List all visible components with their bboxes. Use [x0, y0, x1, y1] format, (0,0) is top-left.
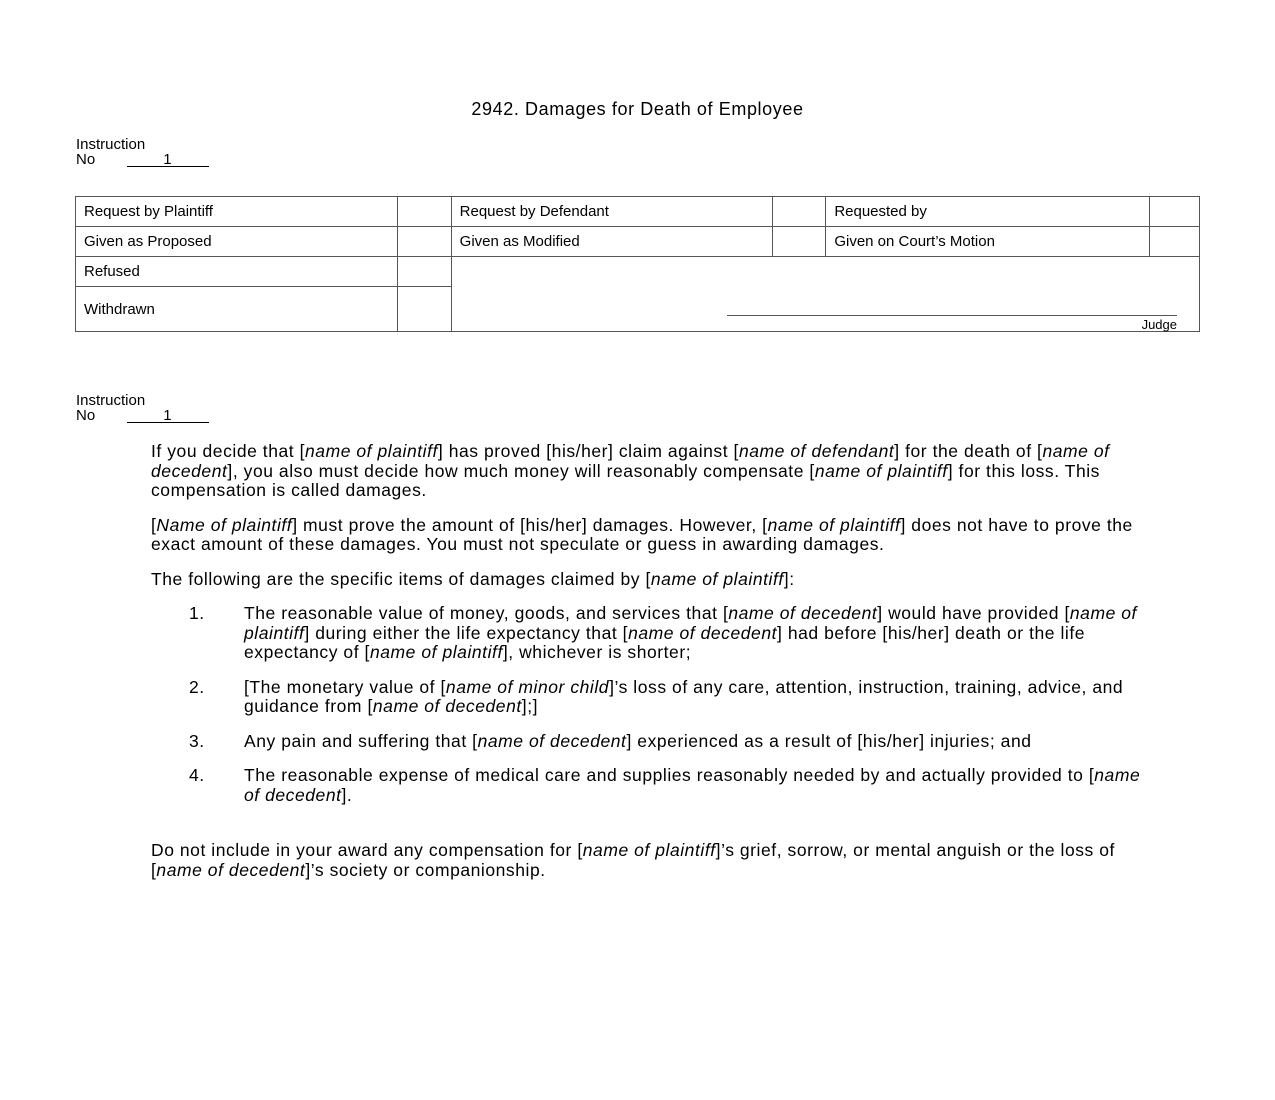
given-as-modified-checkbox[interactable]	[773, 227, 826, 257]
list-item-text: Any pain and suffering that [name of decedent] experienced as a result of [his/her] injuries; and	[244, 730, 1032, 751]
list-item-text: [The monetary value of [name of minor child]’s loss of any care, attention, instruction, training, advice, and guidance from [name of decedent];]	[244, 676, 1124, 716]
instruction-number-block-2	[76, 393, 209, 423]
given-as-modified-label: Given as Modified	[451, 227, 773, 257]
list-item	[151, 678, 1141, 717]
list-item-number: 3.	[189, 730, 205, 751]
list-item	[151, 766, 1141, 805]
withdrawn-label: Withdrawn	[76, 287, 398, 332]
damages-items-list	[151, 604, 1141, 805]
request-status-table	[75, 196, 1200, 332]
list-item-number: 1.	[189, 603, 205, 623]
list-item-text: The reasonable expense of medical care and supplies reasonably needed by and actually provided to [name of decedent].	[244, 765, 1141, 805]
given-on-courts-motion-checkbox[interactable]	[1150, 227, 1200, 257]
withdrawn-checkbox[interactable]	[397, 287, 451, 332]
request-by-defendant-checkbox[interactable]	[773, 197, 826, 227]
list-item	[151, 604, 1141, 663]
list-item	[151, 732, 1141, 752]
page-title: 2942. Damages for Death of Employee	[471, 99, 804, 119]
request-by-defendant-label: Request by Defendant	[451, 197, 773, 227]
instruction-body	[151, 442, 1141, 895]
instruction-number: 1	[127, 409, 209, 423]
no-label: No	[76, 151, 96, 168]
refused-checkbox[interactable]	[397, 257, 451, 287]
paragraph-3: The following are the specific items of damages claimed by [name of plaintiff]:	[151, 568, 795, 589]
instruction-label: Instruction	[76, 136, 146, 153]
paragraph-4: Do not include in your award any compensation for [name of plaintiff]’s grief, sorrow, or mental anguish or the loss of [name of decedent]’s society or companionship.	[151, 840, 1115, 880]
refused-label: Refused	[76, 257, 398, 287]
instruction-number: 1	[127, 153, 209, 167]
request-by-plaintiff-label: Request by Plaintiff	[76, 197, 398, 227]
given-as-proposed-label: Given as Proposed	[76, 227, 398, 257]
given-as-proposed-checkbox[interactable]	[397, 227, 451, 257]
judge-signature-area	[451, 257, 1199, 332]
paragraph-1: If you decide that [name of plaintiff] has proved [his/her] claim against [name of defendant] for the death of [name of decedent], you also must decide how much money will reasonably compensate [name of plaintiff] for this loss. This compensation is called damages.	[151, 441, 1110, 500]
instruction-number-block	[76, 137, 209, 167]
requested-by-checkbox[interactable]	[1150, 197, 1200, 227]
given-on-courts-motion-label: Given on Court’s Motion	[826, 227, 1150, 257]
judge-label: Judge	[1141, 317, 1177, 332]
list-item-text: The reasonable value of money, goods, and services that [name of decedent] would have provided [name of plaintiff] during either the life expectancy that [name of decedent] had before [his/her] death or the life expectancy of [name of plaintiff], whichever is shorter;	[244, 603, 1137, 662]
requested-by-label: Requested by	[826, 197, 1150, 227]
list-item-number: 4.	[189, 765, 205, 785]
request-by-plaintiff-checkbox[interactable]	[397, 197, 451, 227]
paragraph-2: [Name of plaintiff] must prove the amount of [his/her] damages. However, [name of plaintiff] does not have to prove the exact amount of these damages. You must not speculate or guess in awarding damages.	[151, 514, 1133, 554]
instruction-label: Instruction	[76, 392, 146, 409]
judge-signature-line	[727, 315, 1177, 316]
list-item-number: 2.	[189, 676, 205, 697]
no-label: No	[76, 407, 96, 424]
